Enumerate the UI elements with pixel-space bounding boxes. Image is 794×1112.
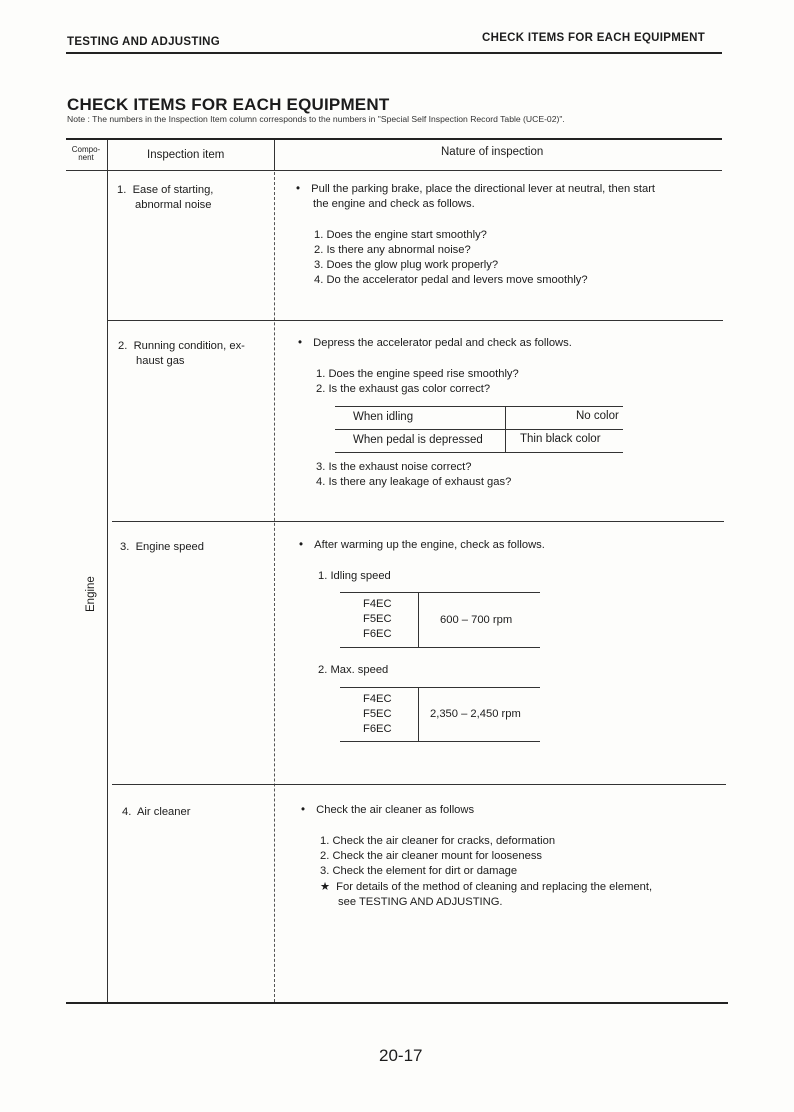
gas-table-divider xyxy=(505,406,506,452)
item-4-note-line1: For details of the method of cleaning and replacing the element, xyxy=(336,881,653,893)
header-rule xyxy=(66,52,722,54)
max-table-top-rule xyxy=(340,687,540,688)
idle-model-3: F6EC xyxy=(363,628,392,640)
item-1-bullet-line2: the engine and check as follows. xyxy=(313,198,475,210)
item-2-check-list-b xyxy=(316,460,511,490)
item-2-name xyxy=(118,339,245,369)
item-2-check-list-a xyxy=(316,367,519,397)
item-4-number: 4. xyxy=(122,806,132,818)
idle-table-bottom-rule xyxy=(340,647,540,648)
item-2-number: 2. xyxy=(118,340,128,352)
row-separator-2 xyxy=(112,521,724,522)
item-1-name-line1: Ease of starting, xyxy=(132,184,214,196)
item-4-note xyxy=(320,880,652,910)
page-note: Note : The numbers in the Inspection Item column corresponds to the numbers in "Special Self Inspection Record Table (UCE-02)". xyxy=(67,114,565,124)
max-speed-value: 2,350 – 2,450 rpm xyxy=(430,708,521,720)
gas-table-bottom-rule xyxy=(335,452,623,453)
running-header-right: CHECK ITEMS FOR EACH EQUIPMENT xyxy=(482,32,706,44)
item-2-bullet-line1: Depress the accelerator pedal and check as follows. xyxy=(313,337,572,349)
bullet-icon: • xyxy=(296,183,301,195)
item-1-bullet-line1: Pull the parking brake, place the directional lever at neutral, then start xyxy=(311,183,656,195)
bullet-icon: • xyxy=(298,337,303,349)
item-2-bullet xyxy=(298,336,572,351)
column-header-component xyxy=(68,146,104,162)
item-4-note-line2: see TESTING AND ADJUSTING. xyxy=(338,896,503,908)
column-header-nature: Nature of inspection xyxy=(441,146,544,158)
max-models xyxy=(363,692,392,737)
item-1-bullet xyxy=(296,182,655,212)
idle-model-2: F5EC xyxy=(363,613,392,625)
item-4-bullet xyxy=(301,803,474,818)
page-number: 20-17 xyxy=(379,1046,423,1065)
item-2-check-3: 3. Is the exhaust noise correct? xyxy=(316,461,472,473)
item-3-bullet xyxy=(299,538,545,553)
column-header-component-text: Compo-nent xyxy=(71,145,101,162)
idle-models xyxy=(363,597,392,642)
item-1-check-1: 1. Does the engine start smoothly? xyxy=(314,229,487,241)
gas-row-2-condition: When pedal is depressed xyxy=(353,434,483,446)
gas-row-1-condition: When idling xyxy=(353,411,414,423)
item-3-name-text: Engine speed xyxy=(135,541,204,553)
item-4-check-1: 1. Check the air cleaner for cracks, deformation xyxy=(320,835,556,847)
gas-row-1-color: No color xyxy=(576,410,619,422)
item-2-check-2: 2. Is the exhaust gas color correct? xyxy=(316,383,491,395)
item-4-check-2: 2. Check the air cleaner mount for looseness xyxy=(320,850,543,862)
bullet-icon: • xyxy=(301,804,306,816)
item-4-name-text: Air cleaner xyxy=(136,806,191,818)
item-4-check-3: 3. Check the element for dirt or damage xyxy=(320,865,518,877)
running-header-left: TESTING AND ADJUSTING xyxy=(67,36,221,48)
table-bottom-rule xyxy=(66,1002,728,1004)
item-3-name xyxy=(120,540,204,555)
item-1-name-line2: abnormal noise xyxy=(135,199,212,211)
idle-speed-value: 600 – 700 rpm xyxy=(440,614,513,626)
item-1-check-3: 3. Does the glow plug work properly? xyxy=(314,259,499,271)
item-1-check-4: 4. Do the accelerator pedal and levers move smoothly? xyxy=(314,274,588,286)
row-separator-3 xyxy=(112,784,726,785)
gas-table-top-rule xyxy=(335,406,623,407)
idle-table-divider xyxy=(418,592,419,647)
item-2-check-4: 4. Is there any leakage of exhaust gas? xyxy=(316,476,512,488)
item-4-check-list xyxy=(320,834,555,879)
idle-table-top-rule xyxy=(340,592,540,593)
max-model-2: F5EC xyxy=(363,708,392,720)
idling-speed-label: 1. Idling speed xyxy=(318,570,391,582)
item-1-name xyxy=(117,183,213,213)
item-column-divider-header xyxy=(274,140,275,170)
gas-table-mid-rule xyxy=(335,429,623,430)
table-header-rule xyxy=(66,170,722,171)
table-top-rule xyxy=(66,138,722,140)
bullet-icon: • xyxy=(299,539,304,551)
idle-model-1: F4EC xyxy=(363,598,392,610)
item-1-check-2: 2. Is there any abnormal noise? xyxy=(314,244,471,256)
component-label: Engine xyxy=(85,576,97,612)
item-column-divider xyxy=(274,172,275,1002)
star-icon: ★ xyxy=(320,881,331,893)
max-model-3: F6EC xyxy=(363,723,392,735)
item-3-bullet-line1: After warming up the engine, check as follows. xyxy=(314,539,545,551)
item-1-number: 1. xyxy=(117,184,127,196)
item-4-name xyxy=(122,805,190,820)
item-3-number: 3. xyxy=(120,541,130,553)
max-speed-label: 2. Max. speed xyxy=(318,664,389,676)
component-column-divider xyxy=(107,140,108,1002)
row-separator-1 xyxy=(107,320,723,321)
page-title: CHECK ITEMS FOR EACH EQUIPMENT xyxy=(67,95,390,114)
item-1-check-list xyxy=(314,228,588,288)
item-2-name-line2: haust gas xyxy=(136,355,185,367)
item-4-bullet-line1: Check the air cleaner as follows xyxy=(316,804,475,816)
gas-row-2-color: Thin black color xyxy=(520,433,601,445)
max-table-bottom-rule xyxy=(340,741,540,742)
max-model-1: F4EC xyxy=(363,693,392,705)
item-2-name-line1: Running condition, ex- xyxy=(133,340,245,352)
item-2-check-1: 1. Does the engine speed rise smoothly? xyxy=(316,368,519,380)
column-header-inspection-item: Inspection item xyxy=(147,149,225,161)
max-table-divider xyxy=(418,687,419,741)
